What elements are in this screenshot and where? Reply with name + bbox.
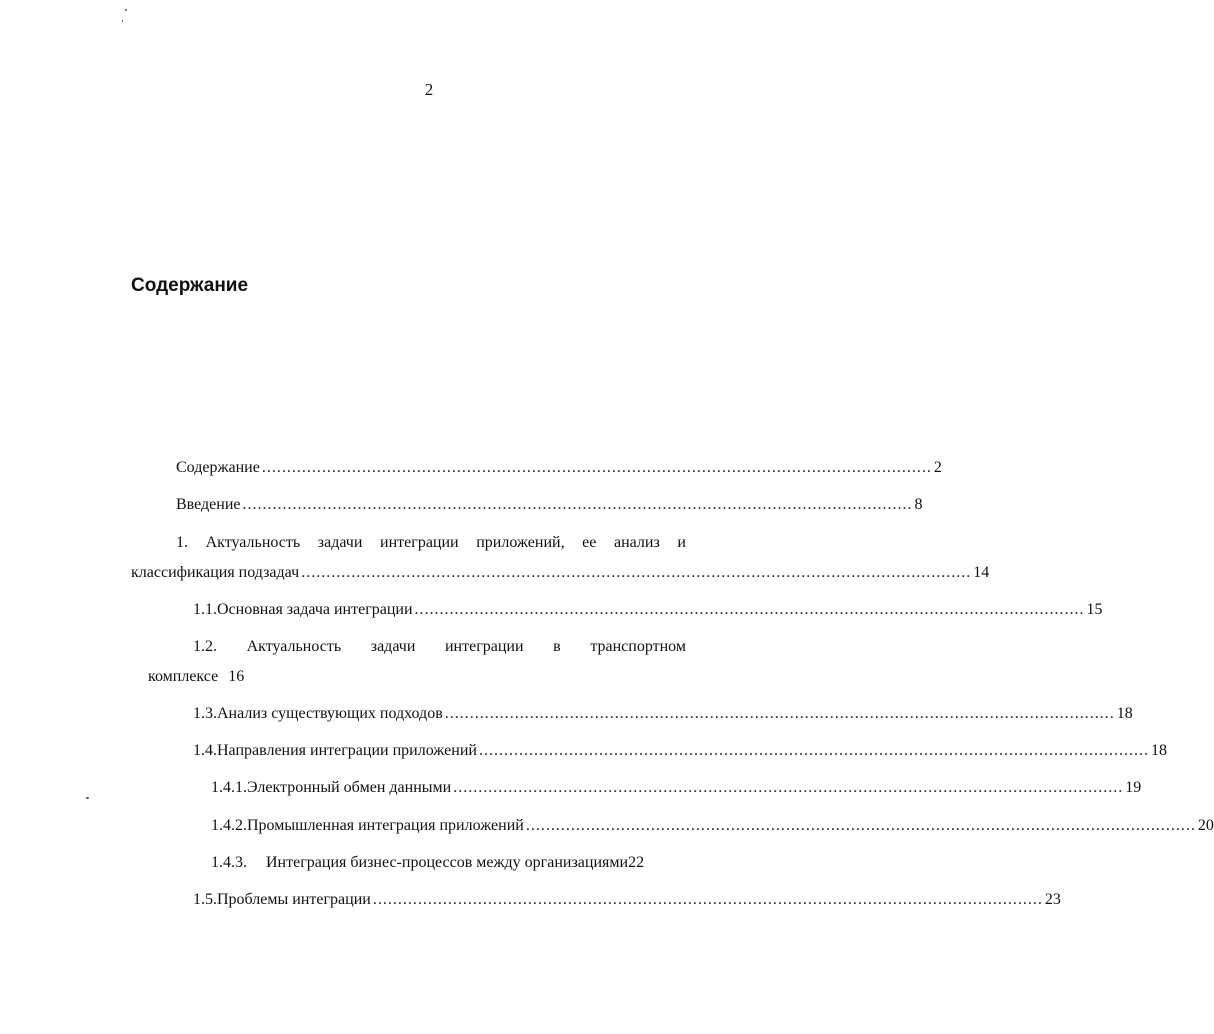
word: в: [553, 638, 561, 655]
toc-entry-1-5[interactable]: [193, 890, 1061, 910]
page-number: 2: [424, 80, 434, 99]
toc-entry-introduction[interactable]: [176, 495, 923, 515]
scan-speck: [122, 20, 123, 22]
toc-entry-page: 20: [1197, 817, 1214, 834]
toc-leader-dots: ......................................................................................................................................: [242, 496, 913, 513]
toc-entry-number: 1.5.: [193, 891, 217, 908]
toc-entry-1-1[interactable]: [193, 600, 1103, 620]
toc-entry-title-line1: [193, 637, 686, 657]
toc-entry-page: 15: [1086, 601, 1103, 618]
toc-entry-1-4-1[interactable]: [211, 778, 1142, 798]
toc-entry-title-line2: [148, 667, 244, 687]
toc-leader-dots: ......................................................................................................................................: [525, 817, 1196, 834]
toc-entry-number: 1.1.: [193, 601, 217, 618]
word: задачи: [370, 638, 416, 655]
toc-entry-number: 1.3.: [193, 705, 217, 722]
toc-entry-page: 22: [628, 854, 645, 871]
toc-entry-1-3[interactable]: [193, 704, 1133, 724]
toc-entry-1-4-3[interactable]: [211, 853, 686, 873]
toc-entry-page: 18: [1150, 742, 1167, 759]
toc-entry-page: 23: [1044, 891, 1061, 908]
toc-entry-title: Промышленная интеграция приложений: [247, 817, 524, 834]
toc-entry-number: 1.: [176, 534, 188, 551]
word: ее: [582, 534, 597, 551]
toc-leader-dots: ......................................................................................................................................: [414, 601, 1085, 618]
toc-leader-dots: ......................................................................................................................................: [301, 564, 972, 581]
page-title: Содержание: [131, 275, 249, 296]
toc-entry-1-4-2[interactable]: [211, 816, 1214, 836]
toc-entry-page: 19: [1125, 779, 1142, 796]
toc-entry-title: Интеграция бизнес-процессов между организациями: [266, 854, 629, 871]
word: интеграции: [444, 638, 524, 655]
word: интеграции: [380, 534, 459, 551]
word: Актуальность: [246, 638, 342, 655]
toc-entry-number: 1.4.2.: [211, 817, 247, 834]
toc-entry-page: 18: [1116, 705, 1133, 722]
toc-entry-title: Введение: [176, 496, 241, 513]
scan-speck: [86, 797, 89, 799]
toc-entry-1-4[interactable]: [193, 741, 1167, 761]
toc-entry-number: 1.4.: [193, 742, 217, 759]
word: приложений,: [476, 534, 565, 551]
toc-leader-dots: ......................................................................................................................................: [478, 742, 1149, 759]
toc-leader-dots: ......................................................................................................................................: [372, 891, 1043, 908]
toc-entry-title: комплексе: [148, 668, 219, 685]
toc-entry-page: 16: [228, 668, 245, 685]
word: и: [677, 534, 686, 551]
toc-entry-contents[interactable]: [176, 458, 942, 478]
toc-entry-number: 1.4.1.: [211, 779, 247, 796]
word: транспортном: [590, 638, 686, 655]
word: задачи: [317, 534, 363, 551]
word: Актуальность: [205, 534, 301, 551]
toc-entry-title: Основная задача интеграции: [217, 601, 413, 618]
toc-entry-page: 2: [933, 459, 942, 476]
toc-entry-number: 1.2.: [193, 638, 217, 655]
scan-speck: [125, 9, 127, 11]
toc-entry-page: 8: [914, 496, 923, 513]
toc-leader-dots: ......................................................................................................................................: [261, 459, 932, 476]
toc-entry-title: Содержание: [176, 459, 260, 476]
toc-entry-title: Направления интеграции приложений: [217, 742, 477, 759]
toc-entry-title: Электронный обмен данными: [247, 779, 452, 796]
toc-entry-title-line1: [176, 533, 686, 553]
toc-entry-title-line2: [131, 563, 990, 583]
toc-entry-title: Проблемы интеграции: [217, 891, 371, 908]
toc-entry-title: Анализ существующих подходов: [217, 705, 443, 722]
toc-entry-page: 14: [973, 564, 990, 581]
toc-leader-dots: ......................................................................................................................................: [453, 779, 1124, 796]
toc-leader-dots: ......................................................................................................................................: [444, 705, 1115, 722]
toc-entry-number: 1.4.3.: [211, 854, 247, 871]
word: анализ: [613, 534, 660, 551]
toc-entry-title: классификация подзадач: [131, 564, 300, 581]
